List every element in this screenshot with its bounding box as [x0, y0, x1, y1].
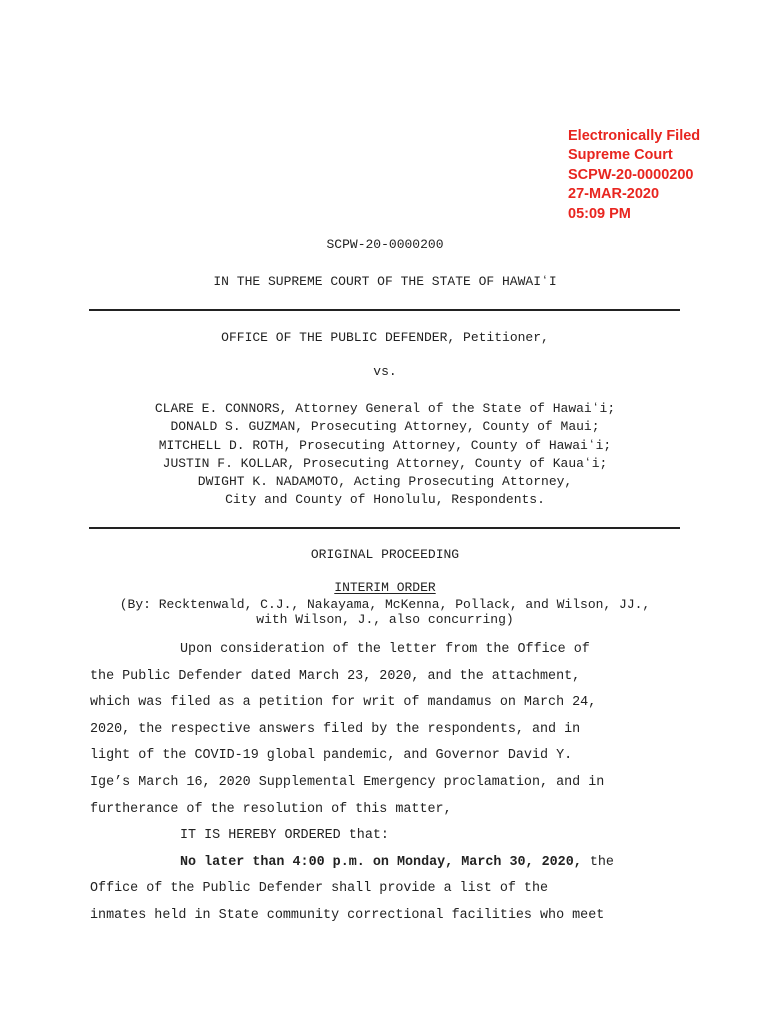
respondent-line: DONALD S. GUZMAN, Prosecuting Attorney, County of Maui;: [170, 419, 600, 434]
filing-stamp: [568, 127, 700, 224]
bottom-divider: [89, 527, 680, 529]
body-line: Office of the Public Defender shall provide a list of the: [90, 881, 549, 897]
body-line: which was filed as a petition for writ of mandamus on March 24,: [90, 695, 597, 711]
stamp-line: 27-MAR-2020: [568, 186, 660, 203]
body-text: the: [581, 854, 614, 870]
body-line: Upon consideration of the letter from the Office of: [180, 642, 590, 657]
respondent-line: City and County of Honolulu, Respondents.: [225, 492, 545, 507]
top-divider: [89, 309, 680, 311]
body-line: the Public Defender dated March 23, 2020, and the attachment,: [90, 668, 581, 684]
body-line: light of the COVID-19 global pandemic, and Governor David Y.: [90, 748, 573, 764]
body-line: [180, 855, 614, 870]
respondent-line: CLARE E. CONNORS, Attorney General of the State of Hawaiʻi;: [154, 401, 616, 416]
respondent-line: DWIGHT K. NADAMOTO, Acting Prosecuting Attorney,: [197, 474, 573, 489]
stamp-line: 05:09 PM: [568, 205, 631, 222]
proceeding-type: ORIGINAL PROCEEDING: [310, 547, 460, 562]
respondent-line: MITCHELL D. ROTH, Prosecuting Attorney, County of Hawaiʻi;: [158, 438, 612, 453]
body-line: 2020, the respective answers filed by the respondents, and in: [90, 721, 581, 737]
body-line: inmates held in State community correctional facilities who meet: [90, 908, 605, 923]
stamp-line: Electronically Filed: [568, 128, 701, 144]
ordered-line: IT IS HEREBY ORDERED that:: [180, 828, 389, 844]
body-line: furtherance of the resolution of this matter,: [90, 801, 452, 817]
stamp-line: Supreme Court: [568, 147, 673, 164]
respondent-line: JUSTIN F. KOLLAR, Prosecuting Attorney, County of Kauaʻi;: [162, 456, 608, 471]
deadline-text: No later than 4:00 p.m. on Monday, March 30, 2020,: [180, 854, 582, 870]
petitioner: OFFICE OF THE PUBLIC DEFENDER, Petitioner,: [221, 330, 549, 345]
panel-line: with Wilson, J., also concurring): [256, 612, 514, 627]
order-title: [90, 580, 680, 595]
court-name: IN THE SUPREME COURT OF THE STATE OF HAWAIʻI: [213, 274, 557, 289]
order-title-text: INTERIM ORDER: [334, 580, 436, 595]
case-number: SCPW-20-0000200: [326, 237, 444, 252]
versus: vs.: [373, 364, 397, 379]
panel-line: (By: Recktenwald, C.J., Nakayama, McKenna, Pollack, and Wilson, JJ.,: [119, 597, 651, 612]
stamp-line: SCPW-20-0000200: [568, 166, 694, 183]
body-line: Ige’s March 16, 2020 Supplemental Emergency proclamation, and in: [90, 775, 605, 790]
